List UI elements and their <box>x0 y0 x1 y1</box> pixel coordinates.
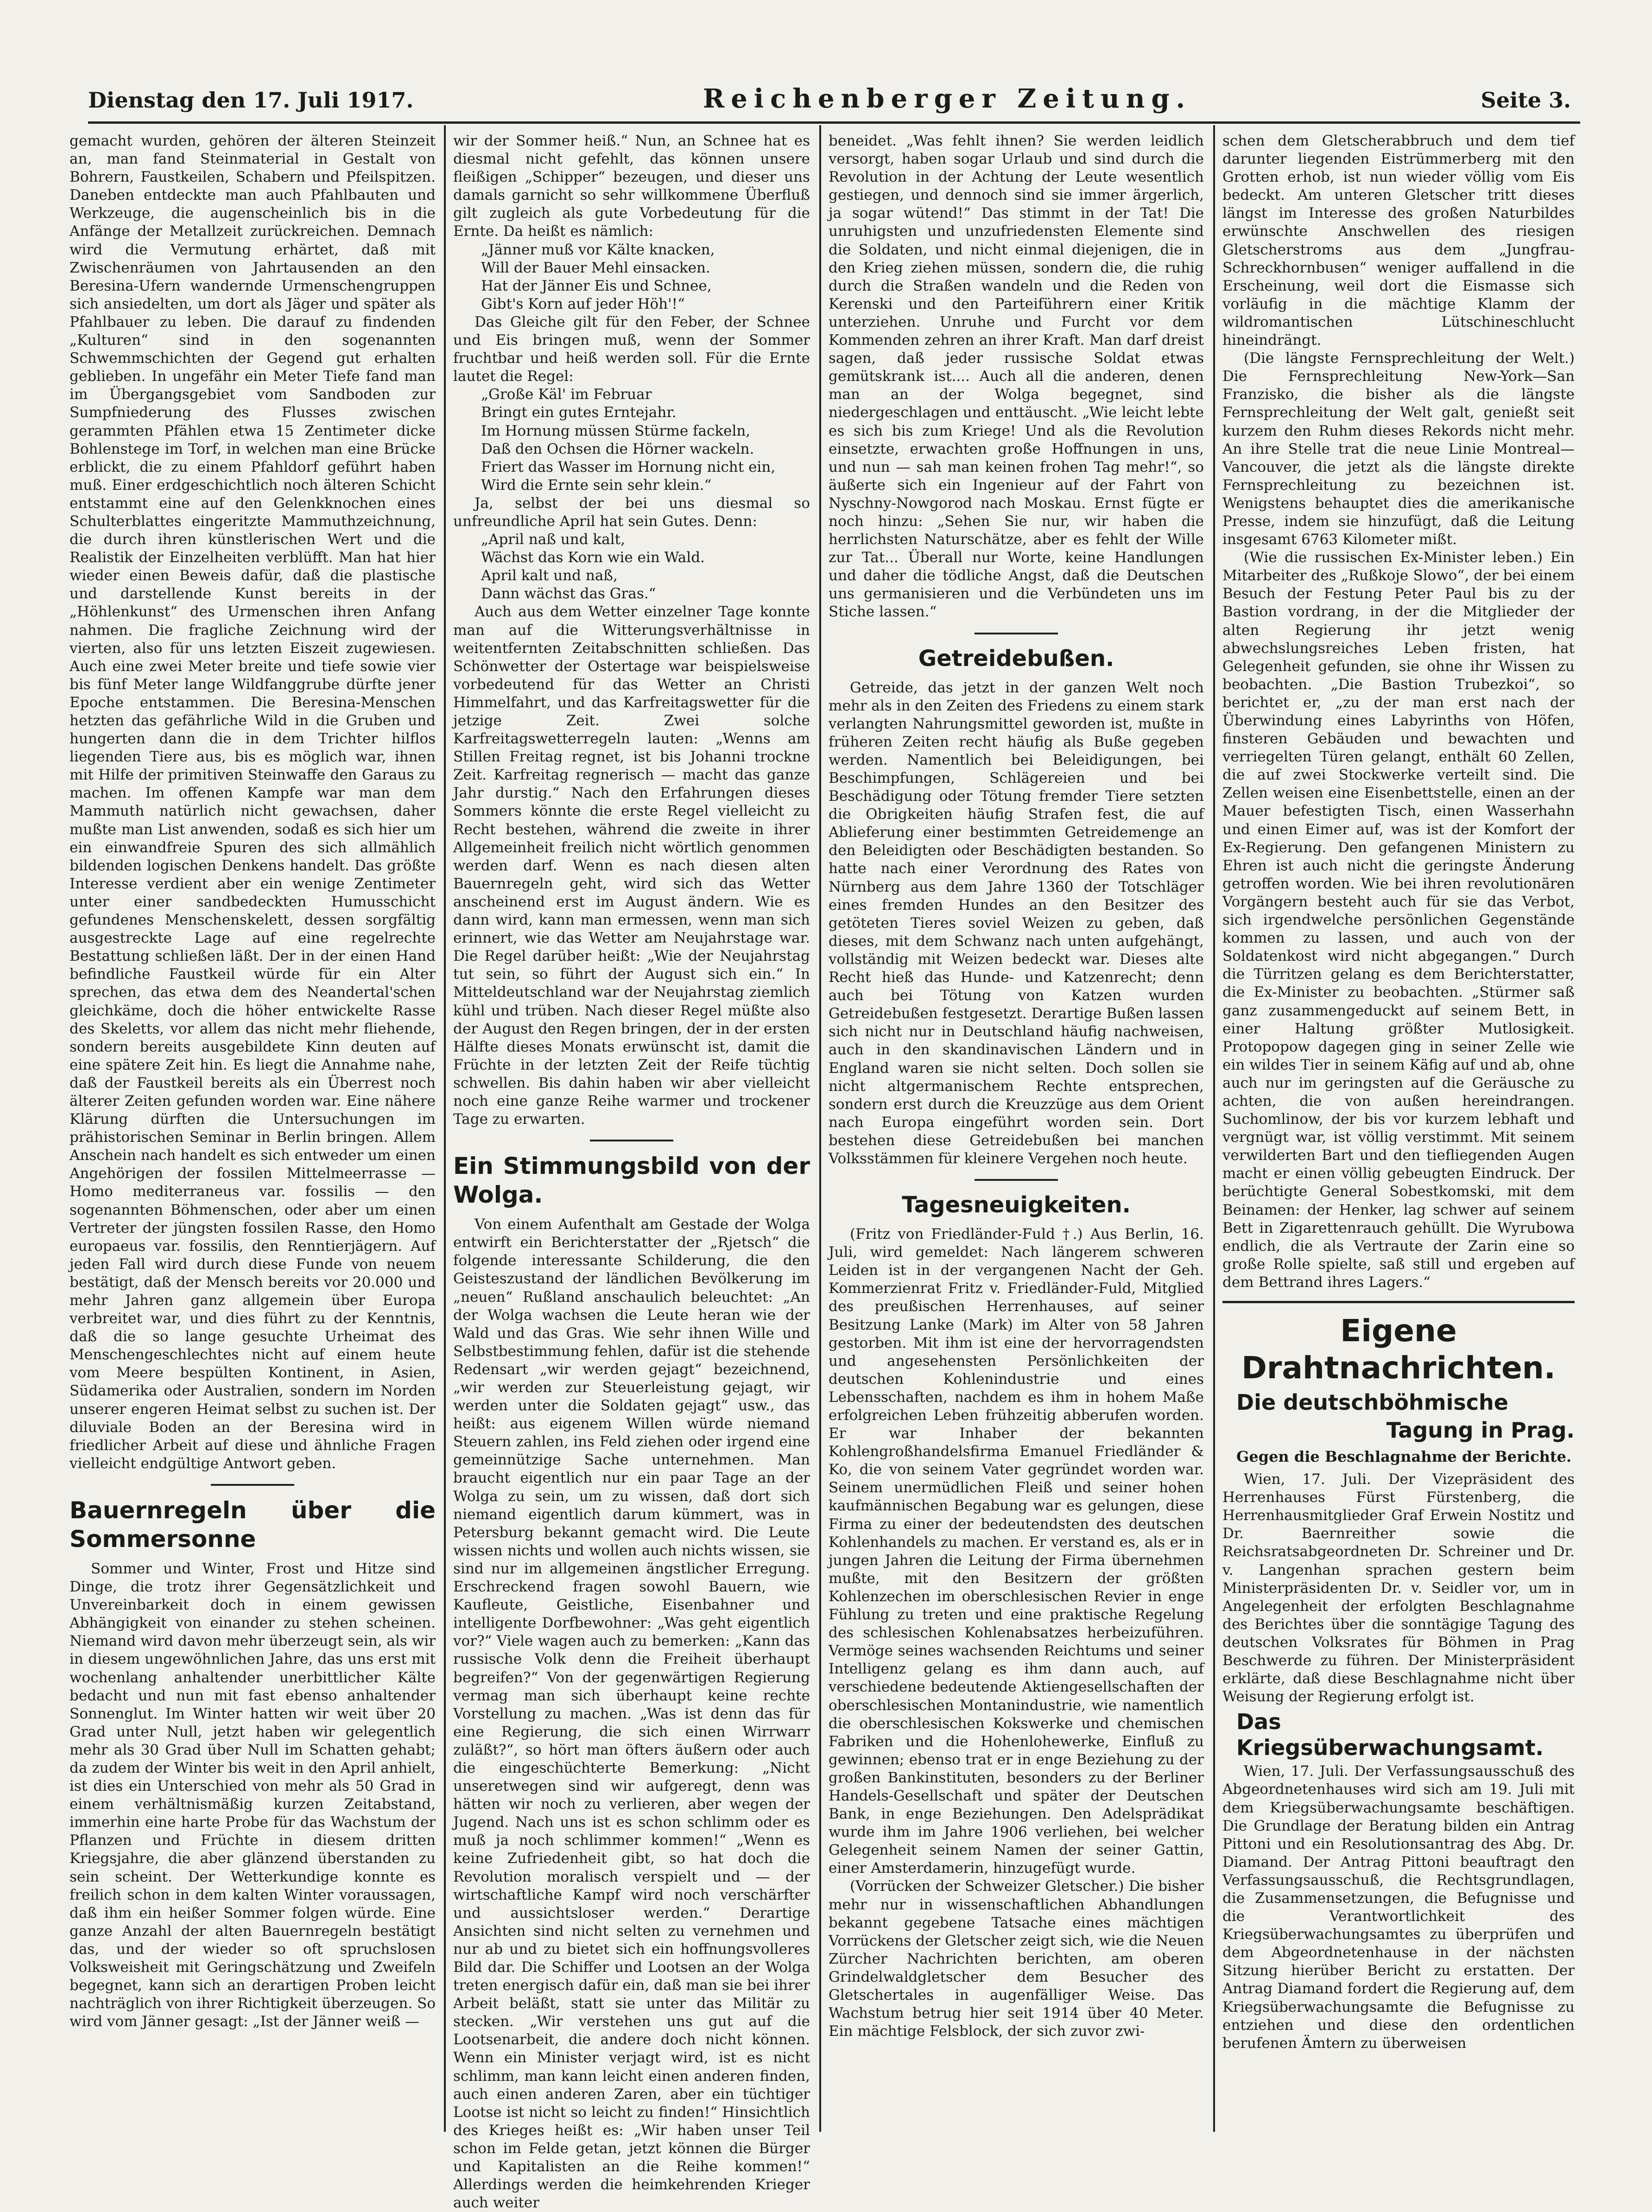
verse-line: April kalt und naß, <box>481 567 618 584</box>
verse-line: Dann wächst das Gras.“ <box>481 585 656 602</box>
verse-line: „Jänner muß vor Kälte knacken, <box>481 241 715 258</box>
article-text: wir der Sommer heiß.“ Nun, an Schnee hat es diesmal nicht gefehlt, das können unsere fleißigen „Schipper“ bezeugen, und dieser uns damals garnicht so sehr willkommene Überfluß gilt zugleich als gute Vorbedeutung für die Ernte. Da heißt es nämlich: <box>453 133 810 240</box>
column-1 <box>70 132 436 2125</box>
article-text: Wien, 17. Juli. Der Vizepräsident des Herrenhauses Fürst Fürstenberg, die Herrenhausmitglieder Graf Erwein Nostitz und Dr. Baernreither sowie die Reichsratsabgeordneten Dr. Schreiner und Dr. v. Langenhan sprachen gestern beim Ministerpräsidenten Dr. v. Seidler vor, um in Angelegenheit der erfolgten Beschlagnahme des Berichtes über die sonntägige Tagung des deutschen Volksrates für Böhmen in Prag Beschwerde zu führen. Der Ministerpräsident erklärte, daß diese Beschlagnahme nicht über Weisung der Regierung erfolgt ist. <box>1222 1471 1575 1705</box>
column-divider <box>444 125 446 2132</box>
article-heading: Getreidebußen. <box>918 645 1114 672</box>
page-number: Seite 3. <box>1481 88 1571 113</box>
article-text: Von einem Aufenthalt am Gestade der Wolga entwirft ein Berichterstatter der „Rjetsch“ die folgende interessante Schilderung, die den Geisteszustand der ländlichen Bevölkerung im „neuen“ Rußland anschaulich beleuchtet: „An der Wolga wachsen die Leute heran wie der Wald und das Gras. Wie sehr ihnen Wille und Selbstbestimmung fehlen, dafür ist die stehende Redensart „wir werden gejagt“ bezeichnend, „wir werden zur Steuerleistung gejagt, wir werden unter die Soldaten gejagt“ usw., das heißt: aus eigenem Willen würde niemand Steuern zahlen, ins Feld ziehen oder irgend eine gemeinnützige Sache unternehmen. Man braucht eigentlich nur ein paar Tage an der Wolga zu sein, um zu wissen, daß dort sich niemand eigentlich darum kümmert, was in Petersburg bekannt gemacht wird. Die Leute wissen nichts und wollen auch nichts wissen, sie sind nur im allgemeinen ängstlicher Erregung. Erschreckend fragen sowohl Bauern, wie Kaufleute, Geistliche, Eisenbahner und intelligente Dorfbewohner: „Was geht eigentlich vor?“ Viele wagen auch zu bemerken: „Kann das russische Volk denn die Freiheit überhaupt begreifen?“ Von der gegenwärtigen Regierung vermag man sich überhaupt keine rechte Vorstellung zu machen. „Was ist denn das für eine Regierung, die sich einen Wirrwarr zuläßt?“, so hört man öfters äußern oder auch die eingeschüchterte Bemerkung: „Nicht unseretwegen sind wir aufgeregt, denn was hätten wir noch zu verlieren, aber wegen der Jugend. Nach uns ist es schon schlimm oder es muß ja noch schlimmer kommen!“ „Wenn es keine Zufriedenheit gibt, so hat doch die Revolution moralisch verspielt und — der wirtschaftliche Kampf wird noch verschärfter und aussichtsloser werden.“ Derartige Ansichten sind nicht selten zu vernehmen und nur ab und zu bietet sich ein hoffnungsvolleres Bild dar. Die Schiffer und Lootsen an der Wolga treten energisch dafür ein, daß man sie bei ihrer Arbeit beläßt, statt sie unter das Militär zu stecken. „Wir verstehen uns gut auf die Lootsenarbeit, die andere doch nicht können. Wenn ein Minister verjagt wird, ist es nicht schlimm, man kann leicht einen anderen finden, auch einen anderen Zaren, aber ein tüchtiger Lootse ist nicht so leicht zu finden!“ Hinsichtlich des Krieges heißt es: „Wir haben unser Teil schon im Felde getan, jetzt können die Bürger und Kapitalisten an die Reihe kommen!“ Allerdings werden die heimkehrenden Krieger auch weiter <box>453 1216 810 2212</box>
column-divider <box>1213 125 1215 2132</box>
column-2 <box>453 132 810 2212</box>
article-text: Ja, selbst der bei uns diesmal so unfreundliche April hat sein Gutes. Denn: <box>453 494 810 530</box>
article-text: Sommer und Winter, Frost und Hitze sind Dinge, die trotz ihrer Gegensätzlichkeit und Unvereinbarkeit doch in einem gewissen Abhängigkeit von einander zu stehen scheinen. Niemand wird davon mehr überzeugt sein, als wir in diesem ungewöhnlichen Jahre, das uns erst mit wochenlang anhaltender unerbittlicher Kälte bedacht und nun mit fast ebenso anhaltender Sonnenglut. Im Winter hatten wir weit über 20 Grad unter Null, jetzt haben wir gelegentlich mehr als 30 Grad über Null im Schatten gehabt; da zudem der Winter bis weit in den April anhielt, ist dies ein Unterschied von mehr als 50 Grad in einem verhältnismäßig kurzen Zeitabstand, immerhin eine harte Probe für das Wachstum der Pflanzen und Früchte in diesem dritten Kriegsjahre, die aber glänzend überstanden zu sein scheint. Der Wetterkundige konnte es freilich schon in dem kalten Winter voraussagen, daß ihm ein heißer Sommer folgen würde. Eine ganze Anzahl der alten Bauernregeln bestätigt das, und der wieder so oft spruchslosen Volksweisheit mit Geringschätzung und Zweifeln begegnet, kann sich an derartigen Proben leicht nachträglich von ihrer Richtigkeit überzeugen. So wird vom Jänner gesagt: „Ist der Jänner weiß — <box>70 1560 436 2030</box>
article-text: beneidet. „Was fehlt ihnen? Sie werden leidlich versorgt, haben sogar Urlaub und sind durch die Revolution in der Achtung der Leute wesentlich gestiegen, und dennoch sind sie immer ärgerlich, ja sogar wütend!“ Das stimmt in der Tat! Die unruhigsten und unzufriedensten Elemente sind die Soldaten, und nicht einmal diejenigen, die in den Krieg ziehen müssen, sondern die, die ruhig durch die Straßen wandeln und die Reden von Kerenski und den Parteiführern einer Kritik unterziehen. Unruhe und Furcht vor dem Kommenden zehren an ihrer Kraft. Man darf dreist sagen, daß jeder russische Soldat etwas gemütskrank ist.... Auch all die anderen, denen man an der Wolga begegnet, sind niedergeschlagen und enttäuscht. „Wie leicht lebte es sich bis zum Kriege! Und als die Revolution einsetzte, erwachten große Hoffnungen in uns, und nun — sah man keinen frohen Tag mehr!“, so äußerte sich ein Ingenieur auf der Fahrt von Nyschny-Nowgorod nach Moskau. Ernst fügte er noch hinzu: „Sehen Sie nur, wir haben die herrlichsten Naturschätze, aber es fehlt der Wille zur Tat... Überall nur Worte, keine Handlungen und daher die tödliche Angst, daß die Deutschen uns germanisieren und die Verbündeten uns im Stiche lassen.“ <box>829 133 1204 621</box>
verse-line: Bringt ein gutes Erntejahr. <box>481 404 677 421</box>
verse-line: Hat der Jänner Eis und Schnee, <box>481 277 712 294</box>
news-item: (Fritz von Friedländer-Fuld †.) Aus Berlin, 16. Juli, wird gemeldet: Nach längerem schweren Leiden ist in der vergangenen Nacht der Geh. Kommerzienrat Fritz v. Friedländer-Fuld, Mitglied des preußischen Herrenhauses, auf seiner Besitzung Lanke (Mark) im Alter von 58 Jahren gestorben. Mit ihm ist eine der hervorragendsten und angesehensten Persönlichkeiten der deutschen Kohlenindustrie und eines Lebensschaften, nachdem es ihm in hohem Maße erfolgreichen Leben frühzeitig abberufen worden. Er war Inhaber der bekannten Kohlengroßhandelsfirma Emanuel Friedländer & Ko, die von seinem Vater gegründet worden war. Seinem unermüdlichen Fleiß und seiner hohen kaufmännischen Begabung war es gelungen, diese Firma zu einer der bedeutendsten des deutschen Kohlenhandels zu machen. Er verstand es, als er in jungen Jahren die Leitung der Firma übernehmen mußte, mit den Besitzern der größten Kohlenzechen im oberschlesischen Revier in enge Fühlung zu treten und eine praktische Regelung des schlesischen Kohlenabsatzes herbeizuführen. Vermöge seines wachsenden Reichtums und seiner Intelligenz gelang es ihm dann auch, auf verschiedene bedeutende Aktiengesellschaften der oberschlesischen Montanindustrie, wie namentlich die oberschlesischen Kokswerke und chemischen Fabriken und die Hohenlohewerke, Einfluß zu gewinnen; ebenso trat er in enge Beziehung zu der großen Bankinstituten, besonders zu der Berliner Handels-Gesellschaft und später der Deutschen Bank, in enge Beziehungen. Den Adelsprädikat wurde ihm im Jahre 1906 verliehen, bei welcher Gelegenheit seinem Namen der seiner Gattin, einer Amsterdamerin, hinzugefügt wurde. <box>829 1226 1204 1877</box>
article-separator <box>975 1179 1058 1181</box>
article-text: Auch aus dem Wetter einzelner Tage konnte man auf die Witterungsverhältnisse in weitentfernten Zeitabschnitten schließen. Das Schönwetter der Ostertage war beispielsweise vorbedeutend für das Wetter an Christi Himmelfahrt, und das Karfreitagswetter für die jetzige Zeit. Zwei solche Karfreitagswetterregeln lauten: „Wenns am Stillen Freitag regnet, ist bis Johanni trockne Zeit. Karfreitag regnerisch — macht das ganze Jahr durstig.“ Nach den Erfahrungen dieses Sommers könnte die erste Regel vielleicht zu Recht bestehen, während die zweite in ihrer Allgemeinheit freilich nicht wörtlich genommen werden darf. Wenn es nach diesen alten Bauernregeln geht, wird sich das Wetter anscheinend erst im August ändern. Wie es dann wird, kann man ermessen, wenn man sich erinnert, wie das Wetter am Neujahrstage war. Die Regel darüber heißt: „Wie der Neujahrstag tut sein, so führt der August sich ein.“ In Mitteldeutschland war der Neujahrstag ziemlich kühl und trüben. Nach dieser Regel müßte also der August den Regen bringen, der in der ersten Hälfte dieses Monats erwünscht ist, damit die Früchte in der letzten Zeit der Reife tüchtig schwellen. Bis dahin haben wir aber vielleicht noch eine ganze Reihe warmer und trockener Tage zu erwarten. <box>453 603 810 1128</box>
article-text: Getreide, das jetzt in der ganzen Welt noch mehr als in den Zeiten des Friedens zu einem stark verlangten Nahrungsmittel geworden ist, mußte in früheren Zeiten recht häufig als Buße gegeben werden. Namentlich bei Beleidigungen, bei Beschimpfungen, Schlägereien und bei Beschädigung oder Tötung fremder Tiere setzten die Obrigkeiten häufig Strafen fest, die auf Ablieferung einer bestimmten Getreidemenge an den Beleidigten oder Beschädigten bestanden. So hatte nach einer Verordnung des Rates von Nürnberg aus dem Jahre 1360 der Totschläger eines fremden Hundes an den Besitzer des getöteten Tieres soviel Weizen zu geben, daß dieses, mit dem Schwanz nach unten aufgehängt, vollständig mit Weizen bedeckt war. Dieses alte Recht hieß das Hunde- und Katzenrecht; denn auch bei Tötung von Katzen wurden Getreidebußen festgesetzt. Derartige Bußen lassen sich nicht nur in Deutschland häufig nachweisen, auch in den skandinavischen Ländern und in England waren sie nicht selten. Doch sollen sie nicht altgermanischem Rechte entsprechen, sondern erst durch die Kreuzzüge aus dem Orient nach Europa eingeführt worden sein. Dort bestehen diese Getreidebußen bei manchen Volksstämmen für kleinere Vergehen noch heute. <box>829 679 1204 1167</box>
news-item: (Vorrücken der Schweizer Gletscher.) Die bisher mehr nur in wissenschaftlichen Abhandlungen bekannt gegebene Tatsache eines mächtigen Vorrückens der Gletscher zeigt sich, wie die Neuen Zürcher Nachrichten berichten, am oberen Grindelwaldgletscher dem Besucher des Gletschertales in augenfälliger Weise. Das Wachstum betrug hier seit 1914 über 40 Meter. Ein mächtige Felsblock, der sich zuvor zwi- <box>829 1878 1204 2040</box>
article-separator <box>590 1140 673 1141</box>
news-item: (Die längste Fernsprechleitung der Welt.) Die Fernsprechleitung New-York—San Franzisko, die bisher als die längste Fernsprechleitung der Welt galt, genießt seit kurzem den Ruhm dieses Rekords nicht mehr. An ihre Stelle trat die neue Linie Montreal—Vancouver, die jetzt als die längste direkte Fernsprechleitung zu bezeichnen ist. Wenigstens behauptet dies die amerikanische Presse, indem sie hinzufügt, daß die Leitung insgesamt 6763 Kilometer mißt. <box>1222 350 1575 548</box>
verse-line: „April naß und kalt, <box>481 531 625 548</box>
news-item: schen dem Gletscherabbruch und dem tief darunter liegenden Eistrümmerberg mit den Grotten erhob, ist nun wieder völlig vom Eis bedeckt. Am unteren Gletscher tritt dieses längst im Interesse des großen Naturbildes erwünschte Anschwellen des riesigen Gletscherstroms aus dem „Jungfrau-Schreckhornbusen“ weniger auffallend in die Erscheinung, weil dort die Eismasse sich vorläufig in die mächtige Klamm der wildromantischen Lütschineschlucht hineindrängt. <box>1222 133 1575 349</box>
verse-line: Daß den Ochsen die Hörner wackeln. <box>481 440 754 457</box>
section-heading: Tagesneuigkeiten. <box>902 1192 1131 1218</box>
verse-line: Wird die Ernte sein sehr klein.“ <box>481 476 712 494</box>
verse-line: Wächst das Korn wie ein Wald. <box>481 549 705 566</box>
article-heading: Das Kriegsüberwachungsamt. <box>1236 1709 1544 1761</box>
article-text: Wien, 17. Juli. Der Verfassungsausschuß des Abgeordnetenhauses wird sich am 19. Juli mit dem Kriegsüberwachungsamte beschäftigen. Die Grundlage der Beratung bilden ein Antrag Pittoni und ein Resolutionsantrag des Abg. Dr. Diamand. Der Antrag Pittoni beauftragt den Verfassungsausschuß, die Rechtsgrundlagen, die Zusammensetzungen, die Befugnisse und die Verantwortlichkeit des Kriegsüberwachungsamtes zu überprüfen und dem Abgeordnetenhause in der nächsten Sitzung hierüber Bericht zu erstatten. Der Antrag Diamand fordert die Regierung auf, dem Kriegsüberwachungsamte die Befugnisse zu entziehen und diese den ordentlichen berufenen Ämtern zu überweisen <box>1222 1763 1575 2052</box>
verse-line: Will der Bauer Mehl einsacken. <box>481 259 710 276</box>
article-heading: Ein Stimmungsbild von der Wolga. <box>453 1153 810 1209</box>
column-4 <box>1222 132 1575 2125</box>
article-separator <box>975 633 1058 634</box>
issue-date: Dienstag den 17. Juli 1917. <box>88 88 414 113</box>
section-separator <box>1222 1301 1575 1303</box>
article-text: gemacht wurden, gehören der älteren Steinzeit an, man fand Steinmaterial in Gestalt von Bohrern, Faustkeilen, Schabern und Pfeilspitzen. Daneben entdeckte man auch Pfahlbauten und Werkzeuge, die augenscheinlich bis in die Anfänge der Metallzeit zurückreichen. Demnach wird die Vermutung erhärtet, daß mit Zwischenräumen von Jahrtausenden an den Beresina-Ufern wandernde Urmenschengruppen sich ansiedelten, um dort als Jäger und später als Pfahlbauer zu leben. Die darauf zu findenden „Kulturen“ sind in den sogenannten Schwemmschichten der Gegend gut erhalten geblieben. In ungefähr ein Meter Tiefe fand man im Übergangsgebiet vom Sandboden zur Sumpfniederung des Flusses zwischen gerammten Pfählen etwa 15 Zentimeter dicke Bohlenstege im Torf, in welchen man eine Brücke erblickt, die zu einem Pfahldorf geführt haben muß. Einer erdgeschichtlich noch älteren Schicht entstammt eine auf den Gelenkknochen eines Schulterblattes eingeritzte Mammuthzeichnung, die durch ihren künstlerischen Wert und die Realistik der Einzelheiten verblüfft. Man hat hier wieder einen Beweis dafür, daß die plastische und darstellende Kunst bereits in der „Höhlenkunst“ des Urmenschen ihren Anfang nahmen. Die fragliche Zeichnung wird der vierten, also für uns letzten Eiszeit zugewiesen. Auch eine zwei Meter breite und tiefe sowie vier bis fünf Meter lange Wildfanggrube dürfte jener Epoche entstammen. Die Beresina-Menschen hetzten das gefährliche Wild in die Gruben und hungerten dann die in dem Trichter hilflos liegenden Tiere aus, bis es möglich war, ihnen mit Hilfe der primitiven Steinwaffe den Garaus zu machen. Im offenen Kampfe war man dem Mammuth natürlich nicht gewachsen, daher mußte man List anwenden, sodaß es sich hier um ein einwandfreie Spuren des sich allmählich bildenden logischen Denkens handelt. Das größte Interesse verdient aber ein wenige Zentimeter unter einer sandbedeckten Humusschicht gefundenes Menschenskelett, dessen sorgfältig ausgestreckte Lage auf eine regelrechte Bestattung schließen läßt. Der in der einen Hand befindliche Faustkeil würde für ein Alter sprechen, das etwa dem des Neandertal'schen gleichkäme, doch die höher entwickelte Rasse des Skeletts, vor allem das nicht mehr fliehende, sondern bereits ausgebildete Kinn deuten auf eine spätere Zeit hin. Es liegt die Annahme nahe, daß der Faustkeil bereits als ein Überrest noch älterer Zeiten gefunden worden war. Eine nähere Klärung dürften die Untersuchungen im prähistorischen Seminar in Berlin bringen. Allem Anschein nach handelt es sich entweder um einen Angehörigen der fossilen Mittelmeerrasse — Homo mediterraneus var. fossilis — den sogenannten Böhmenschen, oder aber um einen Vertreter der jüngsten fossilen Rasse, den Homo europaeus var. fossilis, den Renntierjägern. Auf jeden Fall wird durch diese Funde von neuem bestätigt, daß der Mensch bereits vor 20.000 und mehr Jahren ganz allgemein über Europa verbreitet war, und dies führt zu der Kenntnis, daß die so lange gesuchte Urheimat des Menschengeschlechtes nicht auf einem heute vom Meere bespülten Kontinent, in Asien, Südamerika oder Australien, sondern im Norden unserer engeren Heimat selbst zu suchen ist. Der diluviale Boden an der Beresina wird in friedlicher Arbeit auf diese und ähnliche Fragen vielleicht endgültige Antwort geben. <box>70 133 436 1472</box>
masthead: Reichenberger Zeitung. <box>703 83 1192 114</box>
article-heading: Die deutschböhmische <box>1236 1390 1508 1415</box>
section-heading: Eigene Drahtnachrichten. <box>1241 1313 1556 1386</box>
article-heading-continued: Tagung in Prag. <box>1386 1418 1575 1443</box>
column-3 <box>829 132 1204 2125</box>
column-divider <box>819 125 821 2132</box>
article-heading: Bauernregeln über die Sommersonne <box>70 1496 436 1553</box>
article-subheading: Gegen die Beschlagnahme der Berichte. <box>1236 1448 1572 1465</box>
header-rule <box>88 121 1580 124</box>
page-header <box>88 83 1571 116</box>
verse-line: Im Hornung müssen Stürme fackeln, <box>481 422 751 439</box>
article-text: Das Gleiche gilt für den Feber, der Schnee und Eis bringen muß, wenn der Sommer fruchtbar und heiß werden soll. Für die Ernte lautet die Regel: <box>453 313 810 385</box>
verse-line: „Große Käl' im Februar <box>481 386 652 403</box>
news-item: (Wie die russischen Ex-Minister leben.) Ein Mitarbeiter des „Rußkoje Slowo“, der bei einem Besuch der Festung Peter Paul bis zu der Bastion vordrang, in der die Mitglieder der alten Regierung ihr jetzt wenig abwechslungsreiches Leben fristen, hat Gelegenheit gefunden, sie ohne ihr Wissen zu beobachten. „Die Bastion Trubezkoi“, so berichtet er, „zu der man erst nach der Überwindung eines Labyrinths von Höfen, finsteren Gebäuden und bewachten und verriegelten Türen gelangt, enthält 60 Zellen, die auf zwei Stockwerke verteilt sind. Die Zellen weisen eine Eisenbettstelle, einen an der Mauer befestigten Tisch, einen Wasserhahn und einen Eimer auf, was ist der Komfort der Ex-Regierung. Den gefangenen Ministern zu Ehren ist auch nicht die geringste Änderung getroffen worden. Wie bei ihren revolutionären Vorgängern besteht auch für sie das Verbot, sich irgendwelche persönlichen Gegenstände kommen zu lassen, und auch von der Soldatenkost wird nicht abgegangen.“ Durch die Türritzen gelang es dem Berichterstatter, die Ex-Minister zu beobachten. „Stürmer saß ganz zusammengeduckt auf seinem Bett, in einer Haltung größter Mutlosigkeit. Protopopow dagegen ging in seiner Zelle wie ein wildes Tier in seinem Käfig auf und ab, ohne auch nur im geringsten auf die Geräusche zu achten, die von außen hereindrangen. Suchomlinow, der bis vor kurzem lebhaft und vergnügt war, ist völlig verstimmt. Mit seinem verwilderten Bart und den tiefliegenden Augen macht er einen völlig gebeugten Eindruck. Der berüchtigte General Sobestkomski, mit dem Beinamen: der Henker, lag schwer auf seinem Bett in Zigarettenrauch gehüllt. Die Wyrubowa endlich, die als Vertraute der Zarin eine so große Rolle spielte, saß still und ergeben auf dem Bettrand ihres Lagers.“ <box>1222 549 1575 1291</box>
verse-line: Gibt's Korn auf jeder Höh'!“ <box>481 295 685 312</box>
verse-line: Friert das Wasser im Hornung nicht ein, <box>481 458 776 475</box>
article-separator <box>211 1484 294 1486</box>
